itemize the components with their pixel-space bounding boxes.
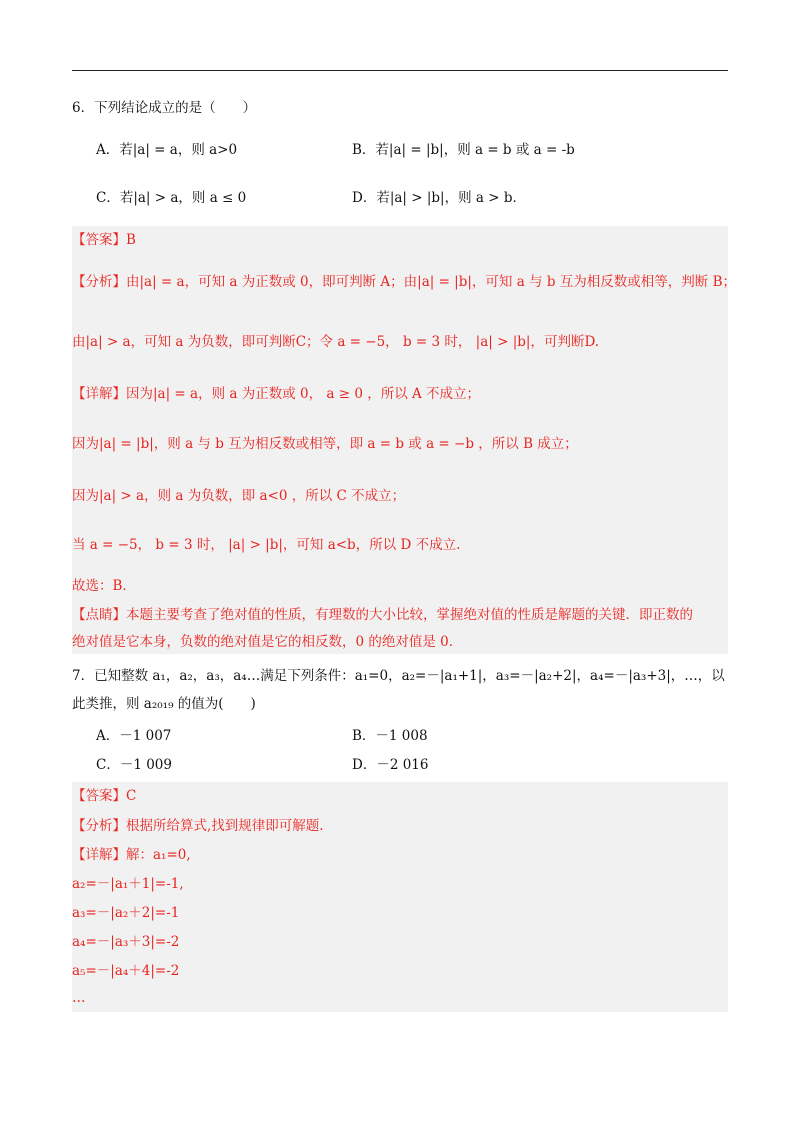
q6-answer: 【答案】B	[72, 232, 136, 248]
q6-detail-line-4: 当 a = −5， b = 3 时， |a| > |b|，可知 a<b，所以 D 不成立.	[72, 537, 461, 553]
q7-option-b: B．－1 008	[352, 728, 428, 744]
q6-detail-line-2: 因为|a| = |b|，则 a 与 b 互为相反数或相等，即 a = b 或 a = −b ，所以 B 成立；	[72, 436, 578, 452]
q6-option-b: B．若|a| = |b|，则 a = b 或 a = -b	[352, 142, 575, 158]
q7-stem-line-1: 7．已知整数 a₁，a₂，a₃，a₄…满足下列条件：a₁=0，a₂=－|a₁+1|，a₃=－|a₂+2|，a₄=－|a₃+3|，…，以	[72, 668, 725, 684]
q7-detail-line-3: a₃=－|a₂＋2|=-1	[72, 905, 180, 921]
q6-comment-line-1: 【点睛】本题主要考查了绝对值的性质，有理数的大小比较，掌握绝对值的性质是解题的关键．即正数的	[72, 607, 693, 623]
q7-detail-line-4: a₄=－|a₃＋3|=-2	[72, 934, 180, 950]
q6-analysis-line-2: 由|a| > a，可知 a 为负数，即可判断C；令 a = −5， b = 3 时， |a| > |b|，可判断D.	[72, 334, 600, 350]
q7-detail-line-2: a₂=－|a₁＋1|=-1,	[72, 876, 184, 892]
q7-answer: 【答案】C	[72, 788, 137, 804]
q7-detail-ellipsis: …	[72, 990, 86, 1006]
q7-detail-line-1: 【详解】解：a₁=0,	[72, 847, 191, 863]
q7-option-a: A．－1 007	[96, 728, 172, 744]
q6-choose: 故选：B．	[72, 578, 136, 594]
q6-detail-line-3: 因为|a| > a，则 a 为负数，即 a<0 ，所以 C 不成立；	[72, 488, 406, 504]
q6-analysis-line-1: 【分析】由|a| = a，可知 a 为正数或 0，即可判断 A；由|a| = |b|，可知 a 与 b 互为相反数或相等，判断 B；	[72, 274, 736, 290]
q7-option-d: D．－2 016	[352, 757, 429, 773]
q7-analysis: 【分析】根据所给算式,找到规律即可解题.	[72, 818, 324, 834]
q7-stem-line-2: 此类推，则 a₂₀₁₉ 的值为( )	[72, 696, 256, 712]
q7-detail-line-5: a₅=－|a₄＋4|=-2	[72, 963, 180, 979]
q6-option-c: C．若|a| > a，则 a ≤ 0	[96, 190, 247, 206]
header-rule	[72, 70, 728, 71]
q7-option-c: C．－1 009	[96, 757, 172, 773]
q6-comment-line-2: 绝对值是它本身，负数的绝对值是它的相反数，0 的绝对值是 0．	[72, 634, 463, 650]
q6-stem: 6．下列结论成立的是（ ）	[72, 100, 257, 116]
q6-option-d: D．若|a| > |b|，则 a > b．	[352, 190, 526, 206]
q6-option-a: A．若|a| = a，则 a>0	[96, 142, 238, 158]
q6-detail-line-1: 【详解】因为|a| = a，则 a 为正数或 0， a ≥ 0 ，所以 A 不成立；	[72, 386, 481, 402]
